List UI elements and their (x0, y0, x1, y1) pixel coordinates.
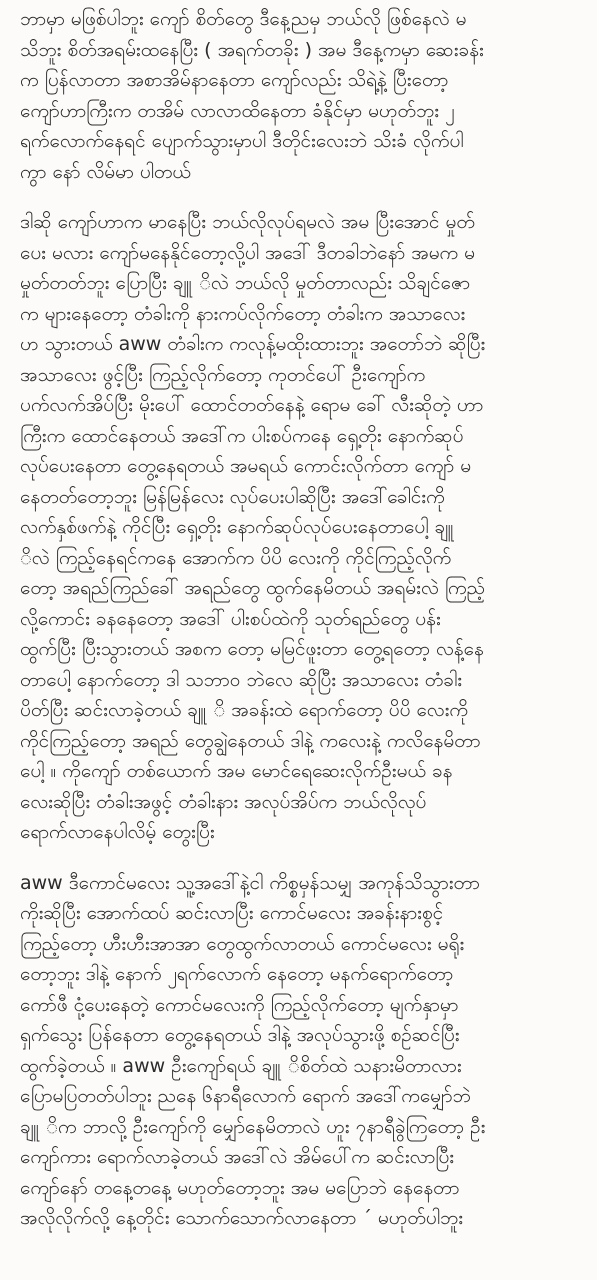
text-line: ပေါ့ ။ ကိုကျော် တစ်ယောက် အမ မောင်ရေဆေးလိုက်ဦးမယ် ခန (20, 760, 453, 782)
text-line: တော့ အရည်ကြည်ခေါ် အရည်တွေ ထွက်နေမိတယ် အရမ်းလဲ ကြည့် (20, 577, 485, 599)
text-line: ပေး မလား ကျော်မနေနိုင်တော့လို့ပါ အဒေါ် ဒီတခါဘဲနော် အမက မ (20, 241, 476, 264)
text-line: ကျော်ကား ရောက်လာခဲ့တယ် အဒေါ်လဲ အိမ်ပေါ်က ဆင်းလာပြီး (20, 1146, 455, 1168)
text-line: ကြီးက ထောင်နေတယ် အဒေါ်က ပါးစပ်ကနေ ရှေ့တိုး နောက်ဆုပ် (20, 424, 464, 447)
text-line: ကိုးဆိုပြီး အောက်ထပ် ဆင်းလာပြီး ကောင်မလေး အခန်းနားစွင့် (20, 902, 444, 924)
text-line: ကြည့်တော့ ဟီးဟီးအာအာ တွေထွက်လာတယ် ကောင်မလေး မရိုး (20, 932, 465, 955)
paragraph-2 (20, 207, 581, 848)
text-line: ိလဲ ကြည့်နေရင်ကနေ အောက်က ပိပိ လေးကို ကိုင်ကြည့်လိုက် (20, 546, 452, 569)
text-line: နေတတ်တော့ဘူး မြန်မြန်လေး လုပ်ပေးပါဆိုပြီး အဒေါ်ခေါင်းကို (20, 485, 445, 508)
text-line: ဘာမှာ မဖြစ်ပါဘူး ကျော် စိတ်တွေ ဒီနေ့ညမှ ဘယ်လို ဖြစ်နေလဲ မ (20, 8, 467, 30)
text-line: က ပြန်လာတာ အစာအိမ်နာနေတာ ကျော်လည်း သိရဲ့နဲ့ ပြီးတော့ (20, 69, 449, 91)
text-line: ရက်လောက်နေရင် ပျောက်သွားမှာပါ ဒီတိုင်းလေးဘဲ သိးခံ လိုက်ပါ (20, 130, 464, 152)
text-line: ပိတ်ပြီး ဆင်းလာခဲ့တယ် ချူ ိ အခန်းထဲ ရောက်တော့ ပိပိ လေးကို (20, 699, 469, 721)
paragraph-1 (20, 4, 581, 187)
text-line: ရှက်သွေး ပြန်နေတာ တွေ့နေရတယ် ဒါနဲ့ အလုပ်သွားဖို့ စဉ်ဆင်ပြီး (20, 1024, 460, 1046)
text-line: ပြောမပြတတ်ပါဘူး ညနေ ၆နာရီလောက် ရောက် အဒေါ်ကမျှော်ဘဲ (20, 1085, 471, 1107)
text-line: တာပေါ့ နောက်တော့ ဒါ သဘာဝ ဘဲလေ ဆိုပြီး အသာလေး တံခါး (20, 668, 463, 691)
text-line: လက်နှစ်ဖက်နဲ့ ကိုင်ပြီး ရှေ့တိုး နောက်ဆုပ်လုပ်ပေးနေတာပေါ့ ချူ (20, 516, 454, 538)
text-line: ထွက်ခဲ့တယ် ။ aww ဦးကျော်ရယ် ချူ ိစိတ်ထဲ သနားမိတာလား (20, 1054, 462, 1077)
text-line: တော့ဘူး ဒါနဲ့ နောက် ၂ရက်လောက် နေတော့ မနက်ရောက်တော့ (20, 963, 454, 985)
text-line: ကျော်နော် တနေ့တနေ့ မဟုတ်တော့ဘူး အမ မပြောဘဲ နေနေတာ (20, 1176, 460, 1199)
text-line: ပက်လက်အိပ်ပြီး မိုးပေါ် ထောင်တတ်နေနဲ့ ရောမ ခေါ် လီးဆိုတဲ့ ဟာ (20, 394, 484, 416)
text-line: အလိုလိုက်လို့ နေ့တိုင်း သောက်သောက်လာနေတာ ´ မဟုတ်ပါဘူး (20, 1207, 464, 1229)
text-line: ချူ ိက ဘာလို့ ဦးကျော်ကို မျှော်နေမိတာလဲ ဟူး ၇နာရီခွဲကြတော့ ဦး (20, 1115, 486, 1138)
paragraph-3 (20, 868, 581, 1234)
text-line: လို့ကောင်း ခနနေတော့ အဒေါ် ပါးစပ်ထဲကို သုတ်ရည်တွေ ပန်း (20, 607, 441, 630)
text-line: aww ဒီကောင်မလေး သူ့အဒေါ်နဲ့ငါ ကိစ္စမှန်သမျှ အကုန်သိသွားတာ (20, 871, 480, 894)
text-line: ရောက်လာနေပါလိမ့် တွေးပြီး (20, 821, 215, 843)
text-line: ကော်ဖီ ငုံ့ပေးနေတဲ့ ကောင်မလေးကို ကြည့်လိုက်တော့ မျက်နှာမှာ (20, 993, 459, 1016)
text-line: ကွာ နော် လိမ်မာ ပါတယ် (20, 160, 191, 183)
text-line: ဒါဆို ကျော်ဟာက မာနေပြီး ဘယ်လိုလုပ်ရမလဲ အမ ပြီးအောင် မှုတ် (20, 211, 475, 233)
text-line: ထွက်ပြီး ပြီးသွားတယ် အစက တော့ မမြင်ဖူးတာ တွေ့ရတော့ လန့်နေ (20, 638, 484, 660)
text-line: လုပ်ပေးနေတာ တွေ့နေရတယ် အမရယ် ကောင်းလိုက်တာ ကျော် မ (20, 455, 472, 477)
text-line: လေးဆိုပြီး တံခါးအဖွင့် တံခါးနား အလုပ်အိပ်က ဘယ်လိုလုပ် (20, 790, 427, 813)
text-line: သိဘူး စိတ်အရမ်းထနေပြီး ( အရက်တခိုး ) အမ ဒီနေ့ကမှာ ဆေးခန်း (20, 38, 484, 61)
text-line: က များနေတော့ တံခါးကို နားကပ်လိုက်တော့ တံခါးက အသာလေး (20, 302, 466, 325)
text-line: မှုတ်တတ်ဘူး ပြောပြီး ချူ ိလဲ ဘယ်လို မှုတ်တာလည်း သိချင်ဇော (20, 272, 471, 294)
text-line: အသာလေး ဖွင့်ပြီး ကြည့်လိုက်တော့ ကုတင်ပေါ် ဦးကျော်က (20, 363, 426, 386)
text-line: ကျော်ဟာကြီးက တအိမ် လာလာထိနေတာ ခံနိုင်မှာ မဟုတ်ဘူး ၂ (20, 99, 455, 122)
text-line: ဟ သွားတယ် aww တံခါးက ကလုန့်မထိုးထားဘူး အတော်ဘဲ ဆိုပြီး (20, 333, 486, 355)
text-line: ကိုင်ကြည့်တော့ အရည် တွေချွဲနေတယ် ဒါနဲ့ ကလေးနဲ့ ကလိနေမိတာ (20, 729, 481, 752)
